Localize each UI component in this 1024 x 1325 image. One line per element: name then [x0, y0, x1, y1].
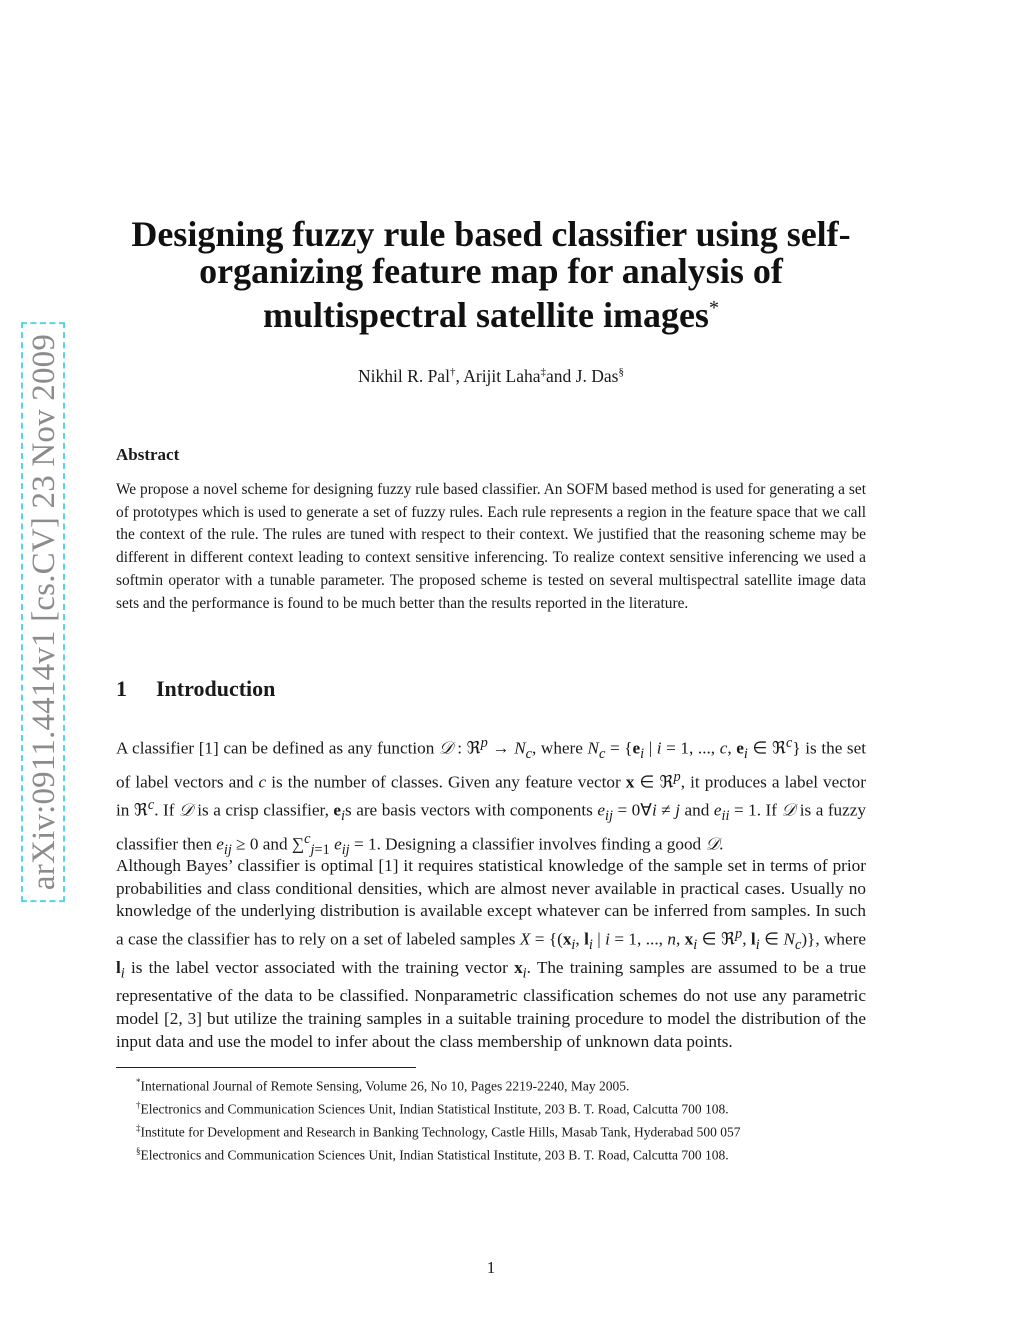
abstract-heading: Abstract [116, 445, 180, 464]
section-number: 1 [116, 676, 127, 701]
intro-paragraph-2: Although Bayes’ classifier is optimal [1] it requires statistical knowledge of the sample set in terms of prior probabilities and class conditional densities, which are almost never available in practical cases. Usually no knowledge of the underlying distribution is available except whatever can be inferred from samples. In such a case the classifier has to rely on a set of labeled samples $X = \{(x_i$, $l_i$ | i = 1, ..., n, $x_i$ ∈ ℜ$^p$, $l_i$ ∈ $N_c$)}, where $l_i$ is the label vector associated with the training vector $x_i$. The training samples are assumed to be a true representative of the data to be classified. Nonparametric classification schemes do not use any parametric model [2, 3] but utilize the training samples in a suitable training procedure to model the distribution of the input data and use the model to infer about the class membership of unknown data points. [116, 856, 867, 1051]
arxiv-identifier[interactable]: arXiv:0911.4414v1 [cs.CV] 23 Nov 2009 [21, 322, 65, 902]
footnote-divider [116, 1067, 416, 1068]
author-footnote-mark: § [618, 366, 624, 379]
footnote-item: †Electronics and Communication Sciences Unit, Indian Statistical Institute, 203 B. T. Road, Calcutta 700 108. [136, 1100, 729, 1117]
section-title: Introduction [156, 676, 276, 701]
arxiv-stamp [0, 0, 62, 891]
author-name: J. Das [575, 366, 619, 386]
footnote-item: *International Journal of Remote Sensing, Volume 26, No 10, Pages 2219-2240, May 2005. [136, 1077, 630, 1094]
author-footnote-mark: ‡ [540, 366, 546, 379]
author-separator: and [546, 366, 576, 386]
author-name: Arijit Laha [463, 366, 541, 386]
author-name: Nikhil R. Pal [358, 366, 450, 386]
footnote-item: ‡Institute for Development and Research in Banking Technology, Castle Hills, Masab Tank, Hyderabad 500 057 [136, 1123, 741, 1140]
author-separator: , [455, 366, 464, 386]
title-footnote-mark: * [708, 297, 719, 319]
title-text: Designing fuzzy rule based classifier using self-organizing feature map for analysis of multispectral satellite images [131, 214, 851, 335]
author-footnote-mark: † [449, 366, 456, 379]
page-number: 1 [486, 1258, 496, 1277]
paper-title [116, 216, 866, 334]
section-heading [116, 676, 275, 702]
abstract-text: We propose a novel scheme for designing fuzzy rule based classifier. An SOFM based method is used for generating a set of prototypes which is used to generate a set of fuzzy rules. Each rule represents a region in the feature space that we call the context of the rule. The rules are tuned with respect to their context. We justified that the reasoning scheme may be different in different context leading to context sensitive inferencing. To realize context sensitive inferencing we used a softmin operator with a tunable parameter. The proposed scheme is tested on several multispectral satellite image data sets and the performance is found to be much better than the results reported in the literature. [116, 481, 866, 612]
intro-paragraph-1: A classifier [1] can be defined as any function 𝒟 : ℜ$^p$ → $N_c$, where $N_c = \{e_i$ | i = 1, ..., c, $e_i$ ∈ ℜ$^c$} is the set of label vectors and c is the number of classes. Given any feature vector x ∈ ℜ$^p$, it produces a label vector in ℜ$^c$. If 𝒟 is a crisp classifier, $e_is$ are basis vectors with components $e_{ij}$ = 0∀i ≠ j and $e_{ii} = 1$. If 𝒟 is a fuzzy classifier then $e_{ij} \ge 0$ and ∑$^c_{j=1}$ $e_{ij} = 1$. Designing a classifier involves finding a good 𝒟. [116, 735, 867, 859]
footnotes [116, 1073, 866, 1165]
footnote-item: §Electronics and Communication Sciences Unit, Indian Statistical Institute, 203 B. T. Road, Calcutta 700 108. [136, 1146, 729, 1163]
author-line [116, 366, 866, 387]
